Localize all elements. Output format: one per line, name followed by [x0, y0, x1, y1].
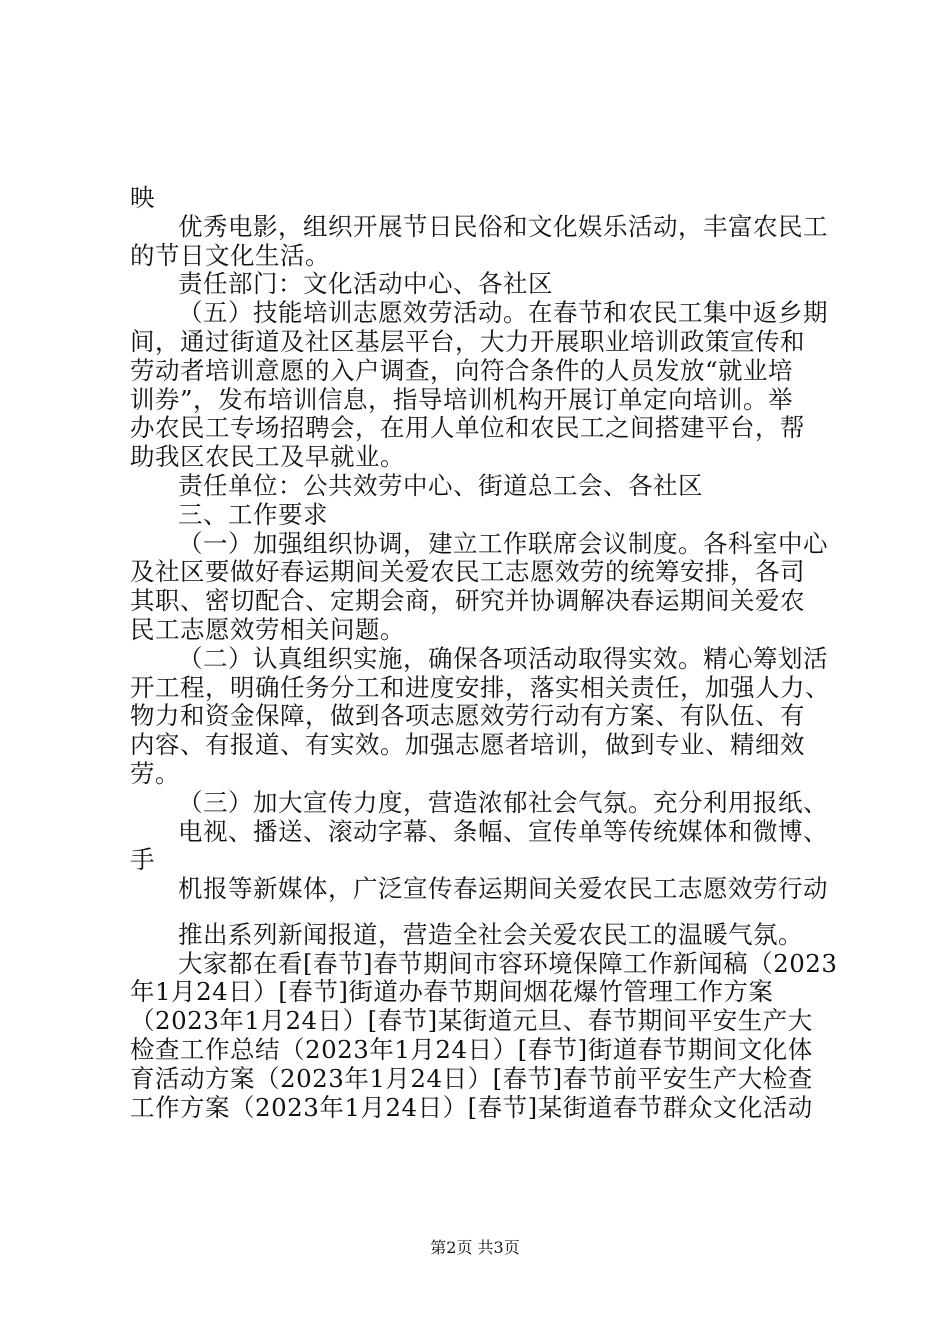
text-line: 优秀电影，组织开展节日民俗和文化娱乐活动，丰富农民工	[178, 211, 828, 241]
section-heading: 三、工作要求	[178, 499, 328, 529]
page-number: 第2页 共3页	[430, 1238, 520, 1257]
text-line: 劳动者培训意愿的入户调查，向符合条件的人员发放“就业培	[130, 355, 794, 385]
related-articles-line: 大家都在看[春节]春节期间市容环境保障工作新闻稿（2023	[178, 948, 838, 978]
text-line: 助我区农民工及早就业。	[130, 442, 405, 472]
text-line: 责任部门：文化活动中心、各社区	[178, 269, 553, 299]
text-line: 民工志愿效劳相关问题。	[130, 615, 405, 644]
text-line: 的节日文化生活。	[130, 240, 330, 270]
text-line: 内容、有报道、有实效。加强志愿者培训，做到专业、精细效	[130, 730, 805, 760]
related-articles-line: 年1月24日）[春节]街道办春节期间烟花爆竹管理工作方案	[130, 977, 774, 1007]
related-articles-line: 检查工作总结（2023年1月24日）[春节]街道春节期间文化体	[130, 1035, 813, 1064]
text-line: 物力和资金保障，做到各项志愿效劳行动有方案、有队伍、有	[130, 701, 805, 731]
text-line: 机报等新媒体，广泛宣传春运期间关爱农民工志愿效劳行动	[178, 874, 828, 904]
related-articles-line: 育活动方案（2023年1月24日）[春节]春节前平安生产大检查	[130, 1063, 813, 1093]
text-line: 映	[130, 183, 155, 212]
text-line: 其职、密切配合、定期会商，研究并协调解决春运期间关爱农	[130, 586, 805, 616]
text-line: 开工程，明确任务分工和进度安排，落实相关责任，加强人力、	[130, 672, 830, 702]
related-articles-line: （2023年1月24日）[春节]某街道元旦、春节期间平安生产大	[130, 1006, 813, 1036]
text-line: （一）加强组织协调，建立工作联席会议制度。各科室中心	[178, 528, 828, 558]
text-line: 训券”，发布培训信息，指导培训机构开展订单定向培训。举	[130, 384, 794, 414]
text-line: 推出系列新闻报道，营造全社会关爱农民工的温暖气氛。	[178, 919, 803, 949]
text-line: 责任单位：公共效劳中心、街道总工会、各社区	[178, 471, 703, 500]
text-line: 间，通过街道及社区基层平台，大力开展职业培训政策宣传和	[130, 327, 805, 356]
related-articles-line: 工作方案（2023年1月24日）[春节]某街道春节群众文化活动	[130, 1092, 813, 1122]
text-line: （五）技能培训志愿效劳活动。在春节和农民工集中返乡期	[178, 298, 828, 328]
text-line: 手	[130, 845, 155, 875]
text-line: 办农民工专场招聘会，在用人单位和农民工之间搭建平台，帮	[130, 413, 805, 443]
text-line: （二）认真组织实施，确保各项活动取得实效。精心筹划活	[178, 643, 828, 673]
text-line: 电视、播送、滚动字幕、条幅、宣传单等传统媒体和微博、	[178, 816, 828, 846]
text-line: 劳。	[130, 759, 180, 788]
text-line: 及社区要做好春运期间关爱农民工志愿效劳的统筹安排，各司	[130, 557, 805, 587]
text-line: （三）加大宣传力度，营造浓郁社会气氛。充分利用报纸、	[178, 787, 828, 817]
